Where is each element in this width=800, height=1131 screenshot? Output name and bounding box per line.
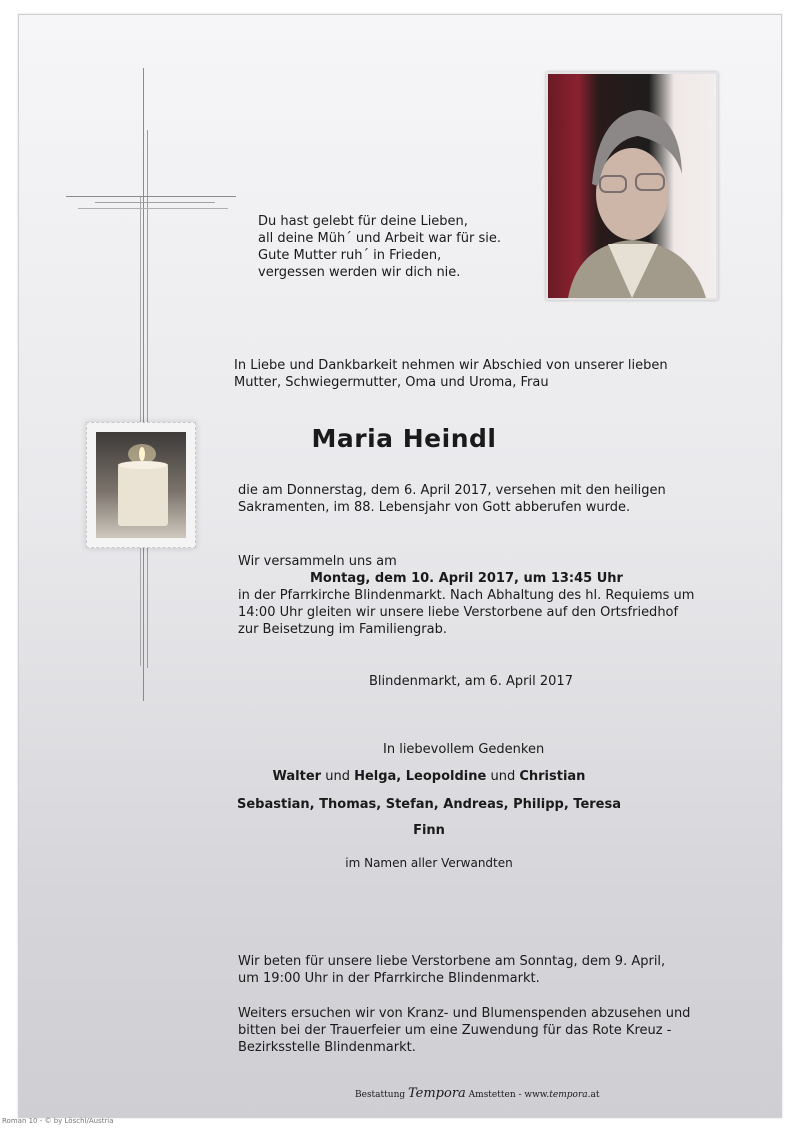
death-notice-line: Sakramenten, im 88. Lebensjahr von Gott abberufen wurde. [238, 500, 631, 515]
poem-line: all deine Müh´ und Arbeit war für sie. [258, 231, 501, 246]
mourners-row: Finn [413, 823, 445, 838]
mourners-heading: In liebevollem Gedenken [383, 742, 545, 757]
poem-line: Du hast gelebt für deine Lieben, [258, 214, 468, 229]
death-notice-line: die am Donnerstag, dem 6. April 2017, versehen mit den heiligen [238, 483, 666, 498]
funeral-line: zur Beisetzung im Familiengrab. [238, 622, 447, 637]
prayer-line: Wir beten für unsere liebe Verstorbene am Sonntag, dem 9. April, [238, 954, 666, 969]
deceased-name: Maria Heindl [311, 424, 497, 453]
footer-credit: Bestattung Tempora Amstetten - www.tempora.at [355, 1086, 600, 1101]
portrait-photo [546, 72, 718, 300]
intro-line: In Liebe und Dankbarkeit nehmen wir Abschied von unserer lieben [234, 358, 668, 373]
tempora-logo: Tempora [408, 1086, 466, 1101]
donation-line: Weiters ersuchen wir von Kranz- und Blumenspenden abzusehen und [238, 1006, 691, 1021]
mourner-name: Christian [519, 769, 586, 784]
mourner-name: Helga, Leopoldine [354, 769, 487, 784]
intro-line: Mutter, Schwiegermutter, Oma und Uroma, Frau [234, 375, 549, 390]
mourner-name: Walter [272, 769, 322, 784]
funeral-line: 14:00 Uhr gleiten wir unsere liebe Verstorbene auf den Ortsfriedhof [238, 605, 679, 620]
place-date: Blindenmarkt, am 6. April 2017 [369, 674, 573, 689]
poem-line: vergessen werden wir dich nie. [258, 265, 461, 280]
poem-line: Gute Mutter ruh´ in Frieden, [258, 248, 442, 263]
portrait-figure [548, 74, 716, 298]
funeral-line: in der Pfarrkirche Blindenmarkt. Nach Abhaltung des hl. Requiems um [238, 588, 695, 603]
funeral-date: Montag, dem 10. April 2017, um 13:45 Uhr [310, 571, 623, 586]
mourners-row: Sebastian, Thomas, Stefan, Andreas, Philipp, Teresa [236, 797, 622, 812]
candle-icon [96, 432, 186, 538]
conjunction: und [486, 769, 520, 784]
conjunction: und [321, 769, 355, 784]
candle-image [86, 422, 196, 548]
donation-line: bitten bei der Trauerfeier um eine Zuwendung für das Rote Kreuz - [238, 1023, 672, 1038]
imprint: Roman 10 - © by Löschl/Austria [2, 1117, 114, 1125]
prayer-line: um 19:00 Uhr in der Pfarrkirche Blindenmarkt. [238, 971, 540, 986]
relatives-note: im Namen aller Verwandten [345, 856, 513, 870]
funeral-intro: Wir versammeln uns am [238, 554, 397, 569]
mourners-row [234, 768, 624, 785]
donation-line: Bezirksstelle Blindenmarkt. [238, 1040, 416, 1055]
